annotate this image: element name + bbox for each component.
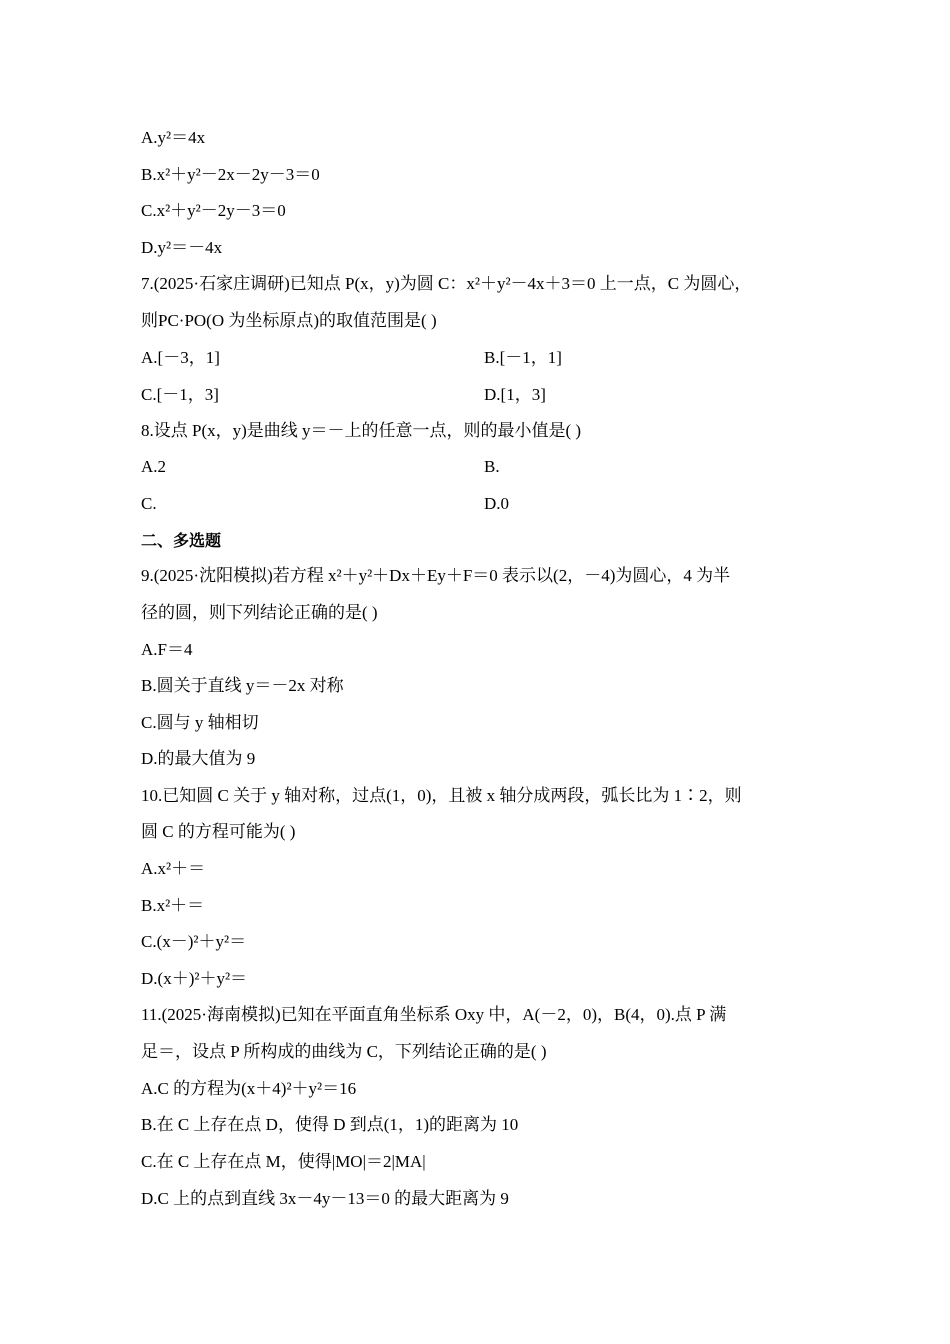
- q6-option-c: C.x²＋y²－2y－3＝0: [141, 201, 286, 220]
- q6-option-b: B.x²＋y²－2x－2y－3＝0: [141, 165, 320, 184]
- q9-option-b: B.圆关于直线 y＝－2x 对称: [141, 676, 344, 695]
- q8-option-b: B.: [484, 457, 500, 476]
- q9-stem-line1: 9.(2025·沈阳模拟)若方程 x²＋y²＋Dx＋Ey＋F＝0 表示以(2，－4)为圆心，4 为半: [141, 566, 731, 585]
- q7-option-a: A.[－3，1]: [141, 348, 220, 367]
- q11-option-a: A.C 的方程为(x＋4)²＋y²＝16: [141, 1079, 357, 1098]
- q7-option-b: B.[－1，1]: [484, 348, 562, 367]
- q10-stem-line2: 圆 C 的方程可能为( ): [141, 822, 296, 841]
- q11-option-d: D.C 上的点到直线 3x－4y－13＝0 的最大距离为 9: [141, 1189, 509, 1208]
- section-heading-multiple-choice: 二、多选题: [141, 531, 222, 550]
- q11-option-c: C.在 C 上存在点 M，使得|MO|＝2|MA|: [141, 1152, 426, 1171]
- q10-option-c: C.(x－)²＋y²＝: [141, 932, 247, 951]
- q8-option-c: C.: [141, 494, 157, 513]
- q11-stem-line1: 11.(2025·海南模拟)已知在平面直角坐标系 Oxy 中，A(－2，0)，B(4，0).点 P 满: [141, 1005, 727, 1024]
- q8-option-a: A.2: [141, 457, 167, 476]
- q8-stem: 8.设点 P(x，y)是曲线 y＝－上的任意一点，则的最小值是( ): [141, 421, 582, 440]
- q8-option-d: D.0: [484, 494, 510, 513]
- q9-option-c: C.圆与 y 轴相切: [141, 713, 259, 732]
- q7-option-c: C.[－1，3]: [141, 385, 219, 404]
- q7-option-d: D.[1，3]: [484, 385, 546, 404]
- q9-stem-line2: 径的圆，则下列结论正确的是( ): [141, 603, 378, 622]
- q9-option-d: D.的最大值为 9: [141, 749, 256, 768]
- q10-option-a: A.x²＋＝: [141, 859, 206, 878]
- q6-option-a: A.y²＝4x: [141, 128, 206, 147]
- q7-stem-line2: 则PC·PO(O 为坐标原点)的取值范围是( ): [141, 311, 437, 330]
- q10-option-b: B.x²＋＝: [141, 896, 205, 915]
- q9-option-a: A.F＝4: [141, 640, 193, 659]
- q7-stem-line1: 7.(2025·石家庄调研)已知点 P(x，y)为圆 C：x²＋y²－4x＋3＝0 上一点，C 为圆心，: [141, 274, 752, 293]
- q11-stem-line2: 足＝，设点 P 所构成的曲线为 C，下列结论正确的是( ): [141, 1042, 547, 1061]
- q11-option-b: B.在 C 上存在点 D，使得 D 到点(1，1)的距离为 10: [141, 1115, 519, 1134]
- q6-option-d: D.y²＝－4x: [141, 238, 223, 257]
- q10-option-d: D.(x＋)²＋y²＝: [141, 969, 248, 988]
- q10-stem-line1: 10.已知圆 C 关于 y 轴对称，过点(1，0)，且被 x 轴分成两段，弧长比为 1∶2，则: [141, 786, 742, 805]
